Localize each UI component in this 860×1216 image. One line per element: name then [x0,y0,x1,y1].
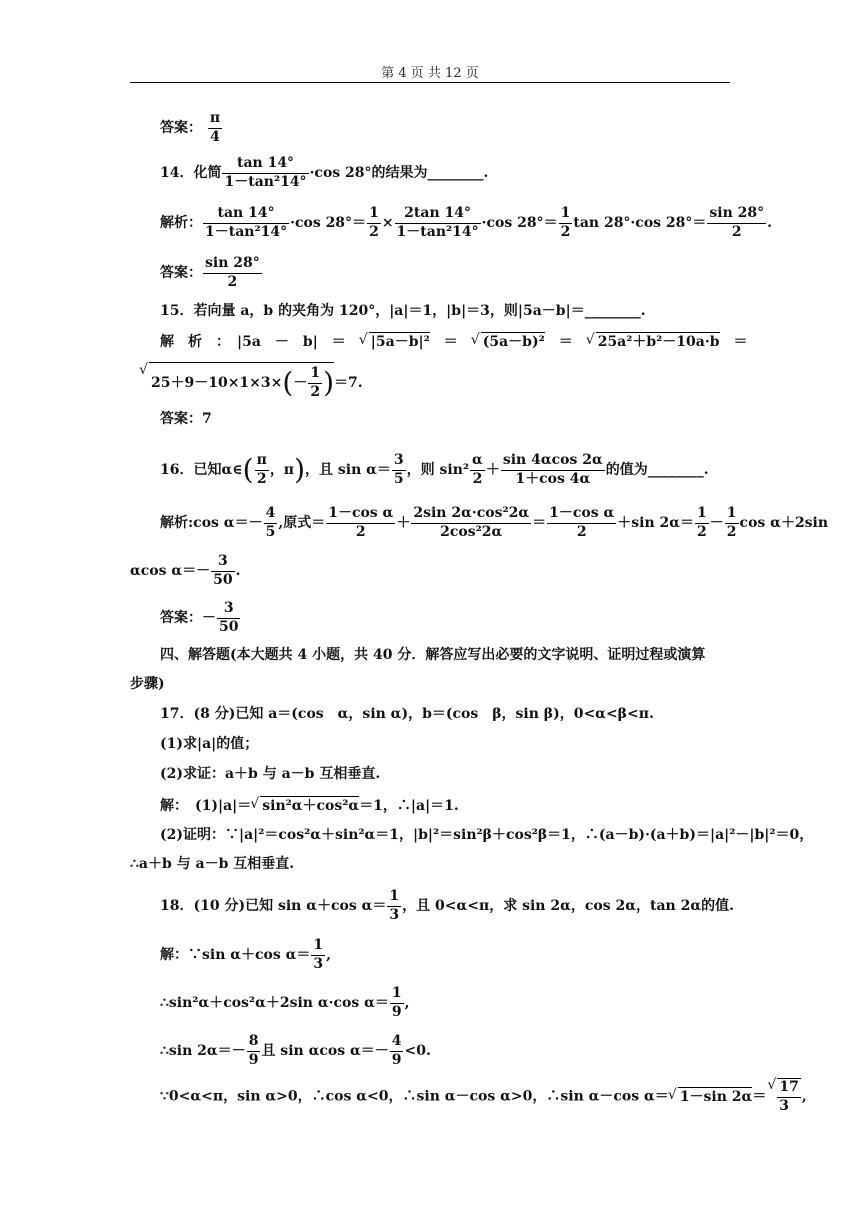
solution-18-step1: 解：∵sin α＋cos α＝ $\frac{1}{3}$ , [160,937,332,972]
answer-16: 答案：－ $\frac{3}{50}$ [160,600,239,635]
solution-15-cont: √ 25＋9－10×1×3×(－ $\frac{1}{2}$ )＝7. [140,362,363,401]
answer-14: 答案： $\frac{\sin 28^\circ}{2}$ [160,255,260,290]
header-rule [130,82,730,83]
question-16: 16．已知α∈( $\frac{\pi}{2}$ ，π)，且 sin α＝ $\frac{3}{5}$ ，则 sin² $\frac{\alpha}{2}$ ＋ $\frac{\sin 4\alpha\cos 2\alpha}{1+\cos 4\alpha}$ 的值为________. [160,452,709,487]
solution-18-step2: ∴sin²α＋cos²α＋2sin α·cos α＝ $\frac{1}{9}$ , [160,985,410,1020]
solution-17-part2-cont: ∴a＋b 与 a－b 互相垂直. [130,856,295,872]
solution-18-step3: ∴sin 2α＝－ $\frac{8}{9}$ 且 sin αcos α＝－ $\frac{4}{9}$ <0. [160,1033,431,1068]
page-header: 第 4 页 共 12 页 [381,66,479,81]
solution-16: 解析:cos α＝－ $\frac{4}{5}$ ,原式＝ $\frac{\text{1－cos α}}{2}$ ＋ $\frac{\text{2sin 2α·cos²2α}}{\text{2cos²2α}}$ ＝ $\frac{\text{1－cos α}}{2}$ ＋sin 2α＝ $\frac{1}{2}$ － $\frac{1}{2}$ cos α＋2sin [160,505,829,540]
solution-17-part2: (2)证明：∵|a|²＝cos²α＋sin²α＝1，|b|²＝sin²β＋cos²β＝1，∴(a－b)·(a＋b)＝|a|²－|b|²＝0， [160,827,814,843]
question-15: 15．若向量 a，b 的夹角为 120°，|a|＝1，|b|＝3，则|5a－b|＝________. [160,303,646,319]
question-14: 14．化简 $\frac{\tan 14^\circ}{\text{1－tan²14°}}$ ·cos 28°的结果为________. [160,155,489,190]
answer-15: 答案：7 [160,411,212,427]
answer-13 [160,110,223,146]
fraction: $\frac{\pi}{4}$ [209,110,221,145]
solution-17-part1: 解： (1)|a|＝√ sin²α＋cos²α＝1，∴|a|＝1. [160,796,459,815]
solution-16-cont: αcos α＝－ $\frac{3}{50}$ . [130,553,241,588]
section-heading: 四、解答题(本大题共 4 小题，共 40 分．解答应写出必要的文字说明、证明过程或演算 [160,647,706,663]
question-17: 17．(8 分)已知 a＝(cos α，sin α)，b＝(cos β，sin β)，0<α<β<π. [160,706,654,722]
solution-15: 解 析 ： |5a － b| ＝ √ |5a－b|² ＝ √ (5a－b)² ＝ √ 25a²＋b²－10a·b ＝ [160,332,748,351]
answer-label: 答案： [160,120,202,136]
question-17-part1: (1)求|a|的值； [160,736,259,752]
question-17-part2: (2)求证：a＋b 与 a－b 互相垂直. [160,766,381,782]
question-18: 18．(10 分)已知 sin α＋cos α＝ $\frac{1}{3}$ ，且 0<α<π，求 sin 2α，cos 2α，tan 2α的值. [160,888,734,923]
solution-14: 解析： $\frac{\tan 14^\circ}{\text{1－tan²14°}}$ ·cos 28°＝ $\frac{1}{2}$ × $\frac{2\tan 14^\circ}{\text{1－tan²14°}}$ ·cos 28°＝ $\frac{1}{2}$ tan 28°·cos 28°＝ $\frac{\sin 28^\circ}{2}$ . [160,205,773,240]
section-heading-cont: 步骤) [130,676,165,692]
solution-18-step4: ∵0<α<π，sin α>0，∴cos α<0，∴sin α－cos α>0，∴sin α－cos α＝√ 1－sin 2α＝ √ $\frac{17}{3}$ , [160,1078,807,1115]
